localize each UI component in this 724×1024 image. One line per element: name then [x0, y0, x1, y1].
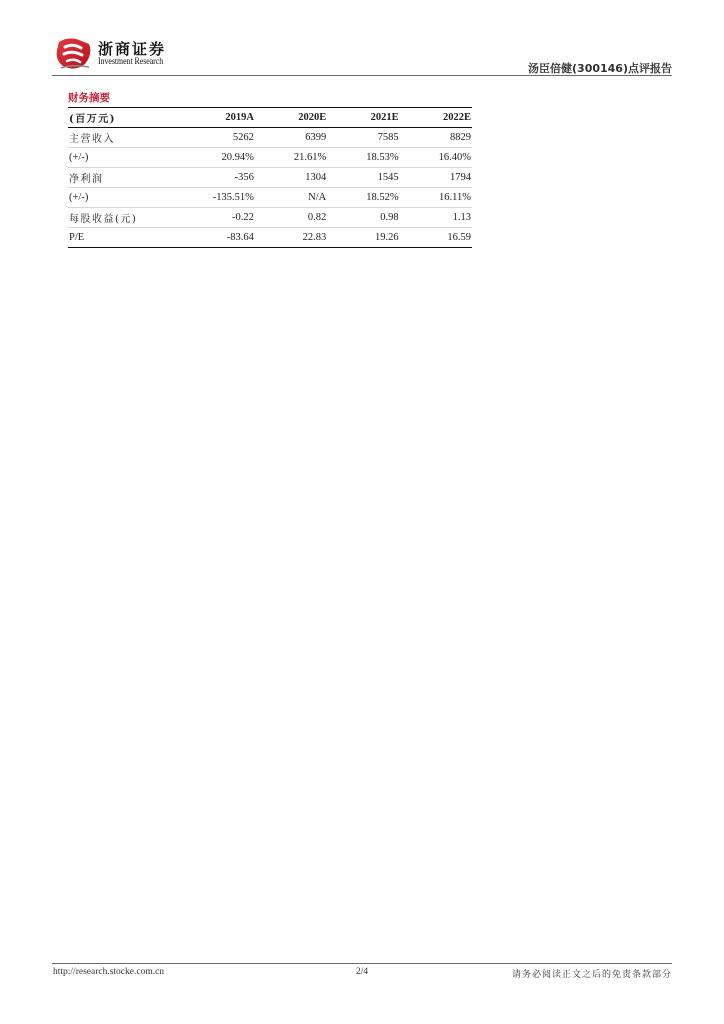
report-title: 汤臣倍健(300146)点评报告 [528, 62, 672, 75]
table-cell: 22.83 [302, 232, 327, 243]
table-cell: 1794 [450, 172, 471, 183]
table-cell: -0.22 [232, 212, 254, 223]
table-cell: 0.82 [307, 212, 327, 223]
table-cell: 16.59 [447, 232, 471, 243]
table-cell: 5262 [232, 132, 254, 143]
financial-summary-table [68, 107, 472, 248]
table-cell: -356 [234, 172, 254, 183]
table-cell: 1.13 [452, 212, 471, 223]
row-label-eps: 每股收益(元) [69, 214, 138, 225]
table-cell: 16.11% [439, 192, 471, 203]
row-label-revenue-growth: (+/-) [69, 152, 89, 163]
column-header-2021e: 2021E [370, 112, 399, 123]
column-header-2019a: 2019A [225, 112, 254, 123]
table-cell: 19.26 [374, 232, 399, 243]
table-row [68, 208, 472, 228]
table-cell: 8829 [450, 132, 471, 143]
footer-disclaimer: 请务必阅读正文之后的免责条款部分 [511, 970, 672, 980]
footer-website-link[interactable]: http://research.stocke.com.cn [53, 967, 165, 977]
column-header-2020e: 2020E [298, 112, 327, 123]
table-cell: 21.61% [293, 152, 327, 163]
table-row [68, 168, 472, 188]
column-header-unit: (百万元) [69, 114, 116, 125]
table-cell: 18.53% [366, 152, 399, 163]
table-row [68, 228, 472, 248]
table-row [68, 188, 472, 208]
section-title: 财务摘要 [68, 92, 110, 104]
header-divider [52, 75, 672, 76]
table-cell: 1545 [377, 172, 399, 183]
table-cell: -135.51% [212, 192, 254, 203]
table-cell: 6399 [305, 132, 327, 143]
table-cell: 7585 [377, 132, 399, 143]
table-cell: 0.98 [380, 212, 399, 223]
table-cell: 18.52% [366, 192, 399, 203]
table-row [68, 128, 472, 148]
table-cell: 16.40% [438, 152, 471, 163]
logo-english-name: Investment Research [98, 57, 164, 67]
stocke-logo-icon [55, 36, 93, 70]
company-logo [55, 36, 185, 72]
row-label-profit-growth: (+/-) [69, 192, 89, 203]
table-cell: N/A [308, 192, 327, 203]
table-row [68, 148, 472, 168]
row-label-pe: P/E [69, 232, 85, 243]
table-cell: 20.94% [221, 152, 254, 163]
table-cell: -83.64 [226, 232, 254, 243]
row-label-net-profit: 净利润 [69, 174, 104, 185]
footer-divider [52, 963, 672, 964]
table-header-row [68, 108, 472, 128]
table-cell: 1304 [305, 172, 327, 183]
row-label-revenue: 主营收入 [69, 134, 115, 145]
column-header-2022e: 2022E [442, 112, 471, 123]
page-number: 2/4 [356, 967, 369, 977]
logo-chinese-name: 浙商证券 [98, 40, 167, 58]
